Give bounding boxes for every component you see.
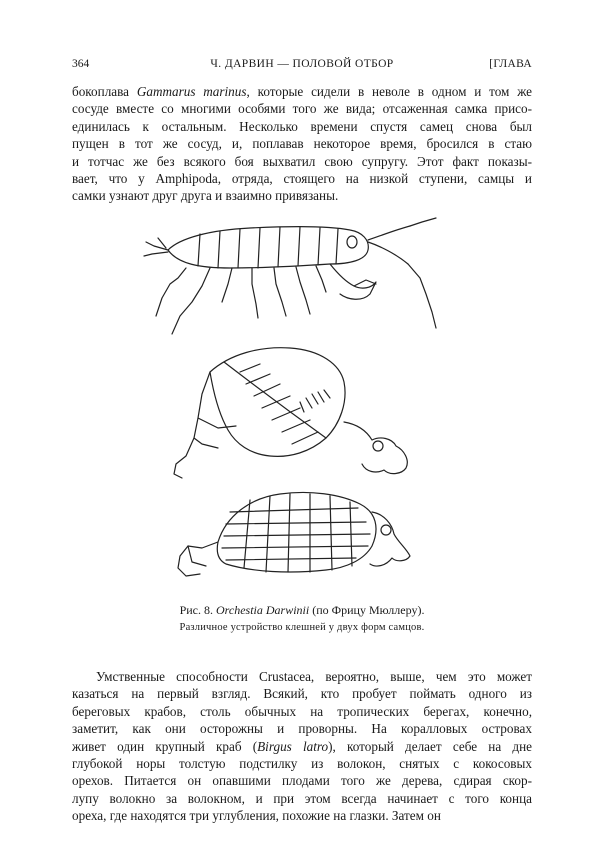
page-number: 364 <box>72 58 90 70</box>
running-title: Ч. ДАРВИН — ПОЛОВОЙ ОТБОР <box>210 58 394 70</box>
latin-name: Birgus latro <box>257 738 329 754</box>
text-line: глубокой норы толстую подстилку из волокон, снятых с кокосовых <box>72 755 532 771</box>
text-segment: живет один крупный краб ( <box>72 738 258 754</box>
text-line: и тотчас же без всякого боя выхватил свою супругу. Этот факт показы- <box>72 153 532 169</box>
chapter-label: [ГЛАВА <box>489 58 532 70</box>
text-line: самки узнают друг друга и взаимно привязаны. <box>72 188 339 204</box>
figure-attribution: (по Фрицу Мюллеру). <box>312 603 425 617</box>
latin-name: Gammarus marinus <box>136 84 247 99</box>
text-segment: ), который делает себе на дне <box>328 738 532 754</box>
claw-form-2-drawing <box>178 492 410 576</box>
text-line: ореха, где находятся три углубления, похожие на глазки. Затем он <box>72 808 441 824</box>
paragraph-2 <box>72 668 532 825</box>
text-line <box>72 83 532 100</box>
text-line <box>72 738 532 755</box>
figure-species: Orchestia Darwinii <box>215 603 310 617</box>
text-line: пущен в тот же сосуд, и, поплавав некоторое время, бросился в стаю <box>72 136 532 152</box>
figure-label: Рис. 8. <box>179 603 213 617</box>
text-line: береговых крабов, столь обычных на тропических берегах, конечно, <box>72 703 532 719</box>
text-segment: бокоплава <box>72 84 137 99</box>
figure-caption <box>72 603 532 618</box>
paragraph-1 <box>72 83 532 205</box>
running-header <box>72 58 532 76</box>
text-line: орехов. Питается он опавшими плодами того же дерева, сдирая скор- <box>72 773 532 789</box>
text-line: заметит, как они осторожны и проворны. На коралловых островах <box>72 721 532 737</box>
text-line: лупу волокно за волокном, и при этом всегда начинает с того конца <box>72 790 532 806</box>
text-line: вает, что у Amphipoda, отряда, стоящего на низкой ступени, самцы и <box>72 170 532 186</box>
text-line: сосуде вместе со многими особями того же вида; отсаженная самка присо- <box>72 101 532 117</box>
figure-orchestia-darwinii <box>140 212 470 597</box>
figure-subcaption: Различное устройство клешней у двух форм самцов. <box>179 622 425 633</box>
text-segment: , которые сидели в неволе в одном и том же <box>246 84 532 99</box>
claw-form-1-drawing <box>174 348 407 478</box>
text-line: Умственные способности Crustacea, вероятно, выше, чем это может <box>96 669 532 684</box>
text-line: казаться на первый взгляд. Всякий, кто пробует поймать одного из <box>72 686 532 702</box>
amphipod-whole-body-drawing <box>144 218 436 334</box>
text-line: единилась к остальным. Несколько времени спустя самец снова был <box>72 118 532 134</box>
